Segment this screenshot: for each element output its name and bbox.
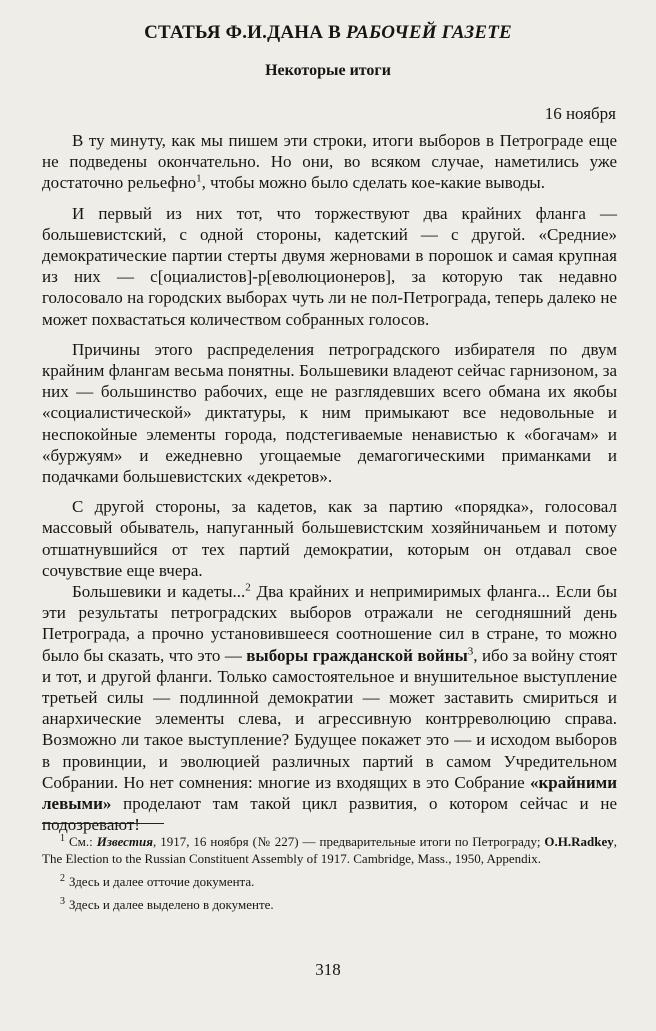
article-subtitle: Некоторые итоги	[265, 62, 391, 79]
footnote-1-text-c: , The Election to the Russian Constituent Assembly of 1917. Cambridge, Mass., 1950, Appendix.	[42, 834, 618, 866]
paragraph-1-text-a: В ту минуту, как мы пишем эти строки, итоги выборов в Петрограде еще не подведены окончательно. Но они, во всяком случае, наметились уже достаточно рельефно	[42, 131, 617, 193]
footnote-1-source: Известия	[96, 834, 153, 849]
footnote-ref-1: 1	[196, 172, 202, 185]
footnote-divider	[42, 823, 164, 824]
page-number: 318	[315, 960, 341, 979]
paragraph-1-text-b: , чтобы можно было сделать кое-какие выводы.	[201, 173, 545, 193]
footnote-2	[42, 873, 617, 890]
paragraph-2: И первый из них тот, что торжествуют два крайних фланга — большевистский, с одной стороны, кадетский — с другой. «Средние» демократические партии стерты двумя жерновами в порошок и самая крупная из них — с[оциалистов]-р[еволюционеров], за которую так недавно голосовало на городских выборах чуть ли не пол-Петрограда, теперь далеко не может похвастаться количеством собранных голосов.	[42, 203, 617, 329]
paragraph-5-text-c: , ибо за войну стоят и тот, и другой фланги. Только самостоятельное и внушительное выступление третьей силы — подлинной демократии — может заставить смириться и анархические элементы слева, и агрессивную контрреволюцию справа. Возможно ли такое выступление? Будущее покажет это — и исходом выборов в провинции, и эволюцией различных партий в самом Учредительном Собрании. Но нет сомнения: многие из входящих в это Собрание	[42, 645, 617, 792]
footnote-3-text: Здесь и далее выделено в документе.	[69, 897, 274, 912]
paragraph-5	[42, 581, 617, 835]
footnote-1-text-b: , 1917, 16 ноября (№ 227) — предварительные итоги по Петрограду;	[152, 834, 545, 849]
paragraph-5-text-b: Два крайних и непримиримых фланга... Если бы эти результаты петроградских выборов отражали не сегодняшний день Петрограда, а прочно установившееся соотношение сил в стране, то можно было бы сказать, что это —	[42, 582, 617, 665]
article-date: 16 ноября	[544, 104, 616, 123]
paragraph-4: С другой стороны, за кадетов, как за партию «порядка», голосовал массовый обыватель, напуганный большевистским хозяйничаньем и потому отшатнувшийся от тех партий демократии, которым он отдавал свое сочувствие еще вчера.	[42, 497, 617, 580]
paragraph-1	[42, 130, 617, 194]
footnote-2-text: Здесь и далее отточие документа.	[69, 874, 255, 889]
footnotes	[42, 833, 617, 919]
emphasis-civil-war: выборы гражданской войны	[246, 645, 468, 665]
emphasis-extreme-left: «крайними левыми»	[42, 772, 617, 814]
footnote-ref-3: 3	[467, 645, 474, 658]
footnote-3	[42, 896, 617, 913]
article-body	[42, 130, 617, 845]
footnote-1	[42, 833, 617, 867]
footnote-3-number: 3	[60, 895, 65, 907]
footnote-1-number: 1	[60, 832, 65, 844]
paragraph-5-text-a: Большевики и кадеты...	[72, 582, 246, 602]
title-plain: СТАТЬЯ Ф.И.ДАНА В	[144, 22, 346, 43]
footnote-1-author: O.H.Radkey	[544, 834, 614, 849]
title-newspaper-name: РАБОЧЕЙ ГАЗЕТЕ	[345, 22, 512, 43]
paragraph-5-text-d: проделают там такой цикл развития, о котором сейчас и не подозревают!	[42, 794, 617, 835]
footnote-2-number: 2	[60, 872, 65, 884]
footnote-1-text-a: См.:	[69, 834, 97, 849]
paragraph-3: Причины этого распределения петроградского избирателя по двум крайним флангам весьма понятны. Большевики владеют сейчас гарнизоном, за них — большинство рабочих, еще не разглядевших всего обмана их якобы «социалистической» диктатуры, к ним примыкают все недовольные и неспокойные элементы города, подстегиваемые ненавистью к «богачам» и «буржуям» и ежедневно угощаемые демагогическими приманками и подачками большевистских «декретов».	[42, 339, 617, 487]
document-title	[0, 22, 656, 44]
footnote-ref-2: 2	[245, 581, 251, 594]
